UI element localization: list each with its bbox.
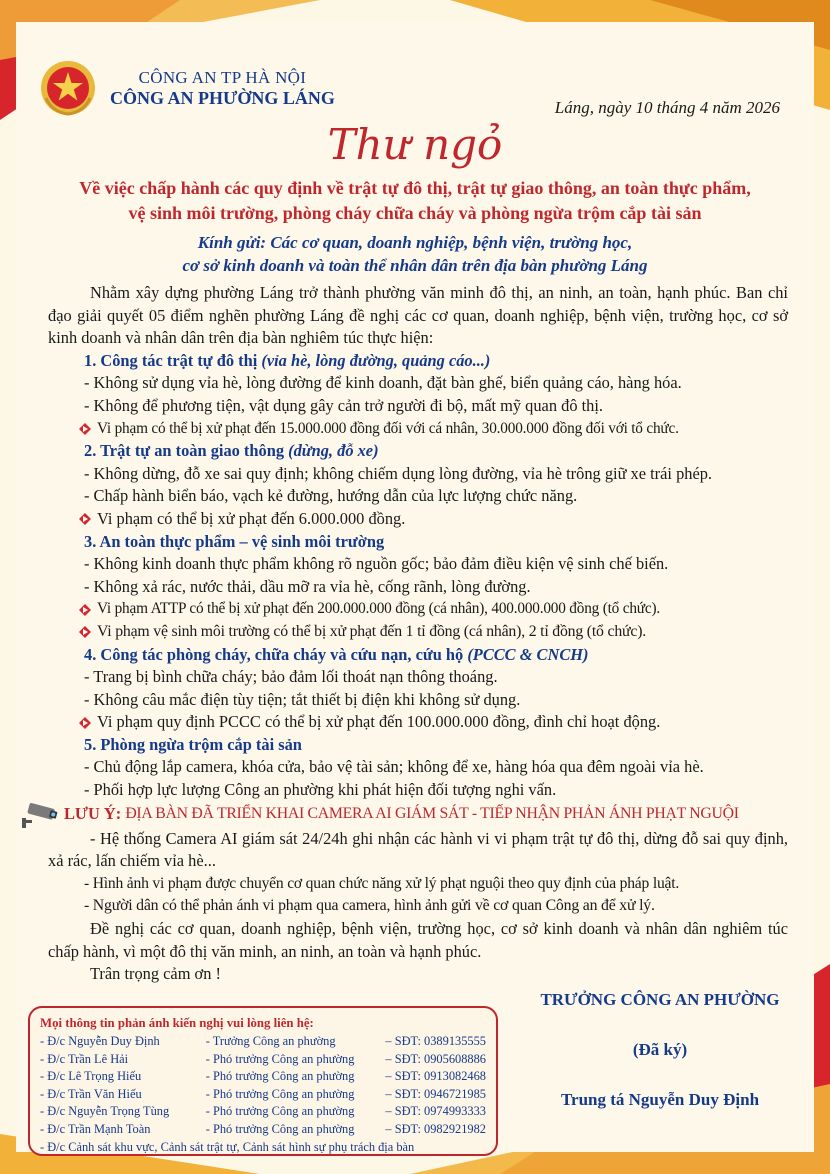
section-item: - Không xả rác, nước thải, dầu mỡ ra vỉa hè, cống rãnh, lòng đường. xyxy=(84,576,531,596)
note-item: - Người dân có thể phản ánh vi phạm qua camera, hình ảnh gửi về cơ quan Công an để xử lý. xyxy=(84,897,655,915)
section-item: - Phối hợp lực lượng Công an phường khi phát hiện đối tượng nghi vấn. xyxy=(84,780,557,800)
contact-row: - Đ/c Nguyễn Trọng Tùng - Phó trưởng Công an phường – SĐT: 0974993333 xyxy=(40,1104,486,1119)
contact-row: - Đ/c Nguyễn Duy Định - Trưởng Công an phường – SĐT: 0389135555 xyxy=(40,1034,486,1048)
letter-title: Thư ngỏ xyxy=(327,120,503,169)
penalty-warning: Vi phạm có thể bị xử phạt đến 15.000.000 đồng đối với cá nhân, 30.000.000 đồng đối với tổ chức. xyxy=(78,418,788,441)
police-emblem-icon xyxy=(38,58,98,118)
section-5 xyxy=(48,734,788,802)
letter-subject xyxy=(20,176,810,226)
letter-header xyxy=(38,58,335,118)
organization-name xyxy=(110,68,335,109)
camera-note xyxy=(48,802,788,918)
letter-body xyxy=(48,282,788,986)
section-title: 5. Phòng ngừa trộm cắp tài sản xyxy=(84,734,302,754)
section-3 xyxy=(48,531,788,644)
warning-arrow-icon xyxy=(78,603,92,617)
recipients-line: Kính gửi: Các cơ quan, doanh nghiệp, bệnh viện, trường học, xyxy=(197,233,633,252)
org-line-2: CÔNG AN PHƯỜNG LÁNG xyxy=(110,87,335,108)
note-heading xyxy=(20,802,788,828)
signature-block xyxy=(510,990,810,1140)
section-item: - Chấp hành biển báo, vạch kẻ đường, hướng dẫn của lực lượng chức năng. xyxy=(84,486,578,506)
section-item: - Không câu mắc điện tùy tiện; tắt thiết bị điện khi không sử dụng. xyxy=(84,689,521,709)
note-text: ĐỊA BÀN ĐÃ TRIỂN KHAI CAMERA AI GIÁM SÁT - TIẾP NHẬN PHẢN ÁNH PHẠT NGUỘI xyxy=(125,805,739,823)
section-title: 2. Trật tự an toàn giao thông (dừng, đỗ xe) xyxy=(84,441,379,461)
section-item: - Không sử dụng vỉa hè, lòng đường để kinh doanh, đặt bàn ghế, biển quảng cáo, hàng hóa. xyxy=(84,373,682,393)
recipients xyxy=(20,231,810,277)
section-title: 3. An toàn thực phẩm – vệ sinh môi trường xyxy=(84,531,385,551)
contact-box xyxy=(28,1006,498,1156)
section-item: - Chủ động lắp camera, khóa cửa, bảo vệ tài sản; không để xe, hàng hóa qua đêm ngoài vỉa hè. xyxy=(84,757,704,777)
contact-row: - Đ/c Trần Mạnh Toàn - Phó trưởng Công an phường – SĐT: 0982921982 xyxy=(40,1121,486,1136)
signed-mark: (Đã ký) xyxy=(632,1040,688,1059)
signer-position: TRƯỞNG CÔNG AN PHƯỜNG xyxy=(540,990,780,1009)
note-label: LƯU Ý: xyxy=(64,804,122,824)
warning-arrow-icon xyxy=(78,716,92,730)
section-1 xyxy=(48,350,788,440)
section-title: 4. Công tác phòng cháy, chữa cháy và cứu nạn, cứu hộ (PCCC & CNCH) xyxy=(84,644,589,664)
signer-name: Trung tá Nguyễn Duy Định xyxy=(560,1090,760,1109)
note-item: - Hình ảnh vi phạm được chuyển cơ quan chức năng xử lý phạt nguội theo quy định của pháp luật. xyxy=(84,874,680,892)
warning-arrow-icon xyxy=(78,512,92,526)
org-line-1: CÔNG AN TP HÀ NỘI xyxy=(138,67,307,87)
penalty-warning: Vi phạm có thể bị xử phạt đến 6.000.000 đồng. xyxy=(78,508,788,531)
intro-paragraph: Nhằm xây dựng phường Láng trở thành phường văn minh đô thị, an ninh, an toàn, hạnh phúc. Ban chỉ đạo giải quyết 05 điểm nghẽn phường Láng đề nghị các cơ quan, doanh nghiệp, bệnh viện, trường học, cơ sở kinh doanh và nhân dân trên địa bàn nghiêm túc thực hiện: xyxy=(48,283,788,348)
section-item: - Trang bị bình chữa cháy; bảo đảm lối thoát nạn thông thoáng. xyxy=(84,667,498,687)
section-title: 1. Công tác trật tự đô thị (vỉa hè, lòng đường, quảng cáo...) xyxy=(84,350,491,370)
subject-line: Về việc chấp hành các quy định về trật tự đô thị, trật tự giao thông, an toàn thực phẩm, xyxy=(79,178,751,198)
penalty-warning: Vi phạm vệ sinh môi trường có thể bị xử phạt đến 1 tỉ đồng (cá nhân), 2 tỉ đồng (tổ chức). xyxy=(78,621,788,644)
closing-paragraph: Đề nghị các cơ quan, doanh nghiệp, bệnh viện, trường học, cơ sở kinh doanh và nhân dân nghiêm túc chấp hành, vì một đô thị văn minh, an ninh, an toàn và hạnh phúc. xyxy=(48,919,788,961)
section-2 xyxy=(48,440,788,530)
section-item: - Không kinh doanh thực phẩm không rõ nguồn gốc; bảo đảm điều kiện vệ sinh chế biến. xyxy=(84,554,669,574)
contact-title: Mọi thông tin phản ánh kiến nghị vui lòng liên hệ: xyxy=(40,1016,314,1030)
section-4 xyxy=(48,644,788,734)
recipients-line: cơ sở kinh doanh và toàn thể nhân dân trên địa bàn phường Láng xyxy=(182,256,648,275)
subject-line: vệ sinh môi trường, phòng cháy chữa cháy và phòng ngừa trộm cắp tài sản xyxy=(128,203,702,223)
section-item: - Không dừng, đỗ xe sai quy định; không chiếm dụng lòng đường, vỉa hè trông giữ xe trái phép. xyxy=(84,463,713,483)
warning-arrow-icon xyxy=(78,625,92,639)
thanks-line: Trân trọng cảm ơn ! xyxy=(90,964,221,984)
letter-date: Láng, ngày 10 tháng 4 năm 2026 xyxy=(554,98,780,117)
contact-row: - Đ/c Trần Văn Hiếu - Phó trưởng Công an phường – SĐT: 0946721985 xyxy=(40,1086,486,1101)
section-item: - Không để phương tiện, vật dụng gây cản trở người đi bộ, mất mỹ quan đô thị. xyxy=(84,395,604,415)
contact-footer: - Đ/c Cảnh sát khu vực, Cảnh sát trật tự, Cảnh sát hình sự phụ trách địa bàn xyxy=(40,1139,415,1154)
contact-row: - Đ/c Lê Trọng Hiếu - Phó trưởng Công an phường – SĐT: 0913082468 xyxy=(40,1069,486,1084)
penalty-warning: Vi phạm quy định PCCC có thể bị xử phạt đến 100.000.000 đồng, đình chỉ hoạt động. xyxy=(78,711,788,734)
warning-arrow-icon xyxy=(78,422,92,436)
contact-row: - Đ/c Trần Lê Hải - Phó trưởng Công an phường – SĐT: 0905608886 xyxy=(40,1051,486,1066)
security-camera-icon xyxy=(20,802,60,828)
note-item: - Hệ thống Camera AI giám sát 24/24h ghi nhận các hành vi vi phạm trật tự đô thị, dừng đỗ sai quy định, xả rác, lấn chiếm vỉa hè... xyxy=(48,828,788,871)
penalty-warning: Vi phạm ATTP có thể bị xử phạt đến 200.000.000 đồng (cá nhân), 400.000.000 đồng (tổ chức). xyxy=(78,598,788,621)
